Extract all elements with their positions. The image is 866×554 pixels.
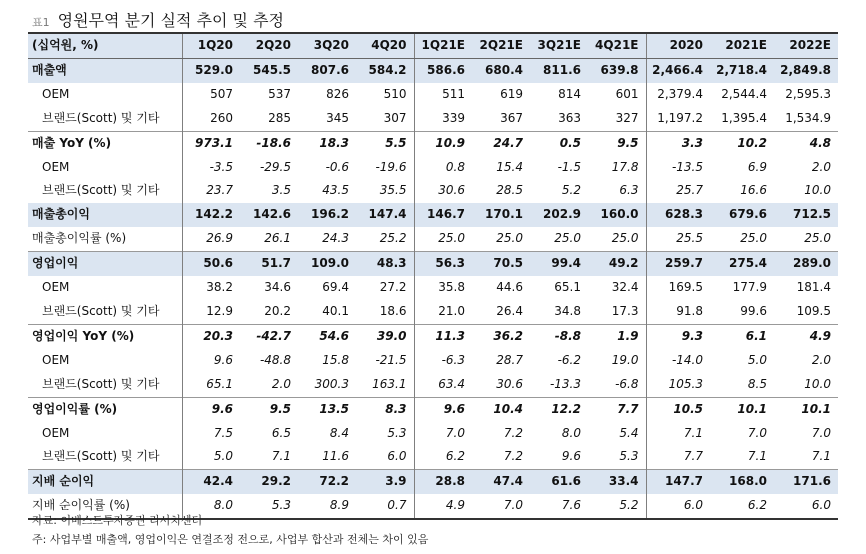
row-label: 매출총이익 <box>28 203 182 227</box>
table-cell: 973.1 <box>182 131 240 155</box>
table-cell: 26.1 <box>264 231 291 246</box>
table-cell: 367 <box>500 110 523 125</box>
table-cell: 25.0 <box>804 231 831 246</box>
table-cell: 26.4 <box>496 303 523 318</box>
table-cell: 40.1 <box>322 303 349 318</box>
table-cell: 2,379.4 <box>646 83 710 107</box>
table-cell: 20.2 <box>264 303 291 318</box>
table-cell: 10.4 <box>472 397 530 421</box>
table-cell: 35.8 <box>414 276 472 300</box>
table-cell: 9.3 <box>646 324 710 348</box>
table-cell: -6.8 <box>615 376 639 391</box>
table-cell: 679.6 <box>710 203 774 227</box>
table-cell: 61.6 <box>530 470 588 494</box>
row-label: 매출총이익률 (%) <box>32 231 127 246</box>
table-cell: 160.0 <box>588 203 646 227</box>
table-cell: -42.7 <box>240 324 298 348</box>
table-cell: -13.3 <box>549 376 581 391</box>
table-body <box>28 33 838 519</box>
table-cell: 259.7 <box>646 252 710 276</box>
table-row <box>28 422 838 446</box>
table-cell: 34.8 <box>554 303 581 318</box>
table-cell: 12.2 <box>530 397 588 421</box>
table-cell: 28.5 <box>496 183 523 198</box>
table-number: 표1 <box>32 16 50 29</box>
table-cell: 34.6 <box>264 280 291 295</box>
table-cell: 1.9 <box>588 324 646 348</box>
table-cell: 363 <box>558 110 581 125</box>
table-cell: 507 <box>182 83 240 107</box>
table-title-text: 영원무역 분기 실적 추이 및 추정 <box>57 11 284 30</box>
table-cell: 6.3 <box>619 183 639 198</box>
table-cell: 10.1 <box>710 397 774 421</box>
financial-table <box>28 32 838 520</box>
row-label: 지배 순이익률 (%) <box>28 494 182 519</box>
table-row <box>28 373 838 397</box>
table-cell: 11.3 <box>414 324 472 348</box>
table-cell: 7.0 <box>414 422 472 446</box>
table-cell: 146.7 <box>414 203 472 227</box>
table-cell: 3.5 <box>271 183 291 198</box>
table-cell: 5.3 <box>619 449 639 464</box>
table-row <box>28 276 838 300</box>
table-cell: 109.5 <box>796 303 831 318</box>
table-cell: 29.2 <box>240 470 298 494</box>
table-cell: 529.0 <box>182 58 240 82</box>
table-cell: 70.5 <box>472 252 530 276</box>
table-cell: 3.3 <box>646 131 710 155</box>
table-cell: 10.9 <box>414 131 472 155</box>
table-cell: 10.2 <box>710 131 774 155</box>
table-cell: 20.3 <box>182 324 240 348</box>
row-label: OEM <box>42 352 70 367</box>
table-row <box>28 324 838 348</box>
table-cell: 27.2 <box>379 280 407 295</box>
table-cell: 307 <box>383 110 407 125</box>
table-cell: 65.1 <box>182 373 240 397</box>
table-cell: 300.3 <box>314 376 349 391</box>
table-cell: 23.7 <box>182 179 240 203</box>
table-cell: 181.4 <box>796 280 831 295</box>
table-cell: 619 <box>500 86 523 101</box>
table-cell: 6.2 <box>414 445 472 469</box>
table-cell: 1,534.9 <box>785 110 831 125</box>
row-label: 지배 순이익 <box>28 470 182 494</box>
table-cell: -19.6 <box>375 159 407 174</box>
table-cell: 99.6 <box>740 303 767 318</box>
table-cell: 584.2 <box>356 58 414 82</box>
table-cell: 0.8 <box>414 156 472 180</box>
table-cell: 8.9 <box>298 494 356 519</box>
table-cell: 142.2 <box>182 203 240 227</box>
table-title <box>32 8 284 32</box>
row-label: 브랜드(Scott) 및 기타 <box>42 376 160 391</box>
table-cell: 10.5 <box>646 397 710 421</box>
table-cell: 10.0 <box>804 376 831 391</box>
column-header: 2Q20 <box>240 33 298 58</box>
table-cell: 811.6 <box>530 58 588 82</box>
unit-label: (십억원, %) <box>28 33 182 58</box>
column-header: 1Q20 <box>182 33 240 58</box>
table-cell: 8.0 <box>182 494 240 519</box>
table-cell: 9.6 <box>182 397 240 421</box>
table-row <box>28 179 838 203</box>
table-cell: 680.4 <box>472 58 530 82</box>
column-header: 4Q20 <box>356 33 414 58</box>
table-cell: 7.1 <box>747 449 767 464</box>
table-cell: 28.8 <box>414 470 472 494</box>
table-cell: 7.6 <box>530 494 588 519</box>
table-cell: 2.0 <box>811 352 831 367</box>
table-cell: 99.4 <box>530 252 588 276</box>
table-cell: -21.5 <box>375 352 407 367</box>
table-row <box>28 131 838 155</box>
table-cell: -3.5 <box>182 156 240 180</box>
row-label: 브랜드(Scott) 및 기타 <box>42 303 160 318</box>
table-cell: 4.8 <box>774 131 838 155</box>
table-cell: 50.6 <box>182 252 240 276</box>
column-header: 2022E <box>774 33 838 58</box>
table-cell: 11.6 <box>322 449 349 464</box>
column-header: 2020 <box>646 33 710 58</box>
table-cell: 9.5 <box>588 131 646 155</box>
table-cell: 586.6 <box>414 58 472 82</box>
table-cell: 511 <box>414 83 472 107</box>
table-row <box>28 107 838 131</box>
table-cell: 7.7 <box>646 445 710 469</box>
table-cell: 12.9 <box>182 300 240 324</box>
table-cell: 5.0 <box>747 352 767 367</box>
table-cell: 7.2 <box>503 449 523 464</box>
row-label: 브랜드(Scott) 및 기타 <box>42 183 160 198</box>
table-cell: 48.3 <box>356 252 414 276</box>
table-cell: 196.2 <box>298 203 356 227</box>
table-cell: 38.2 <box>182 276 240 300</box>
table-cell: 807.6 <box>298 58 356 82</box>
table-cell: 18.3 <box>298 131 356 155</box>
table-cell: 712.5 <box>774 203 838 227</box>
table-cell: 15.4 <box>496 159 523 174</box>
table-cell: -8.8 <box>530 324 588 348</box>
table-cell: 5.4 <box>619 425 639 440</box>
table-cell: 142.6 <box>240 203 298 227</box>
table-cell: 639.8 <box>588 58 646 82</box>
table-cell: 5.3 <box>240 494 298 519</box>
table-cell: 545.5 <box>240 58 298 82</box>
table-row <box>28 252 838 276</box>
column-header: 2Q21E <box>472 33 530 58</box>
table-cell: 6.2 <box>710 494 774 519</box>
table-cell: 5.5 <box>356 131 414 155</box>
table-cell: 510 <box>383 86 407 101</box>
note-footnote: 주: 사업부별 매출액, 영업이익은 연결조정 전으로, 사업부 합산과 전체는 차이 있음 <box>32 533 429 546</box>
table-cell: 2,849.8 <box>774 58 838 82</box>
table-cell: 3.9 <box>356 470 414 494</box>
table-cell: 25.5 <box>646 227 710 251</box>
table-cell: 202.9 <box>530 203 588 227</box>
table-cell: 6.0 <box>646 494 710 519</box>
table-cell: 91.8 <box>646 300 710 324</box>
table-cell: 25.7 <box>646 179 710 203</box>
table-row <box>28 58 838 82</box>
column-header: 2021E <box>710 33 774 58</box>
table-cell: 8.0 <box>561 425 581 440</box>
column-header: 3Q21E <box>530 33 588 58</box>
row-label: 영업이익률 (%) <box>28 397 182 421</box>
table-cell: 0.7 <box>356 494 414 519</box>
table-cell: 109.0 <box>298 252 356 276</box>
table-cell: 49.2 <box>588 252 646 276</box>
table-cell: 7.1 <box>811 449 831 464</box>
table-cell: 7.0 <box>811 425 831 440</box>
table-cell: 25.0 <box>414 227 472 251</box>
table-cell: 9.6 <box>182 349 240 373</box>
table-cell: 168.0 <box>710 470 774 494</box>
table-cell: 25.0 <box>496 231 523 246</box>
table-cell: 2,718.4 <box>710 58 774 82</box>
table-cell: 1,197.2 <box>646 107 710 131</box>
table-cell: 289.0 <box>774 252 838 276</box>
table-cell: 1,395.4 <box>721 110 767 125</box>
table-cell: 15.8 <box>322 352 349 367</box>
table-cell: 4.9 <box>414 494 472 519</box>
table-cell: -18.6 <box>240 131 298 155</box>
table-cell: 285 <box>268 110 291 125</box>
table-row <box>28 300 838 324</box>
table-cell: 72.2 <box>298 470 356 494</box>
table-cell: 36.2 <box>472 324 530 348</box>
table-cell: 345 <box>326 110 349 125</box>
table-cell: -14.0 <box>646 349 710 373</box>
table-cell: 26.9 <box>182 227 240 251</box>
table-cell: 65.1 <box>554 280 581 295</box>
table-cell: -29.5 <box>259 159 291 174</box>
table-cell: 30.6 <box>496 376 523 391</box>
table-cell: 8.5 <box>747 376 767 391</box>
table-cell: 19.0 <box>611 352 639 367</box>
row-label: 매출액 <box>28 58 182 82</box>
table-cell: 56.3 <box>414 252 472 276</box>
table-cell: 17.8 <box>611 159 639 174</box>
source-footnote: 자료: 이베스트투자증권 리서치센터 <box>32 514 203 527</box>
table-cell: 21.0 <box>414 300 472 324</box>
row-label: OEM <box>42 86 70 101</box>
table-cell: 4.9 <box>774 324 838 348</box>
table-cell: 6.0 <box>774 494 838 519</box>
table-cell: 10.1 <box>774 397 838 421</box>
table-cell: 275.4 <box>710 252 774 276</box>
header-row <box>28 33 838 58</box>
table-cell: 163.1 <box>372 376 407 391</box>
table-cell: 2,595.3 <box>785 86 831 101</box>
table-cell: 35.5 <box>379 183 407 198</box>
table-cell: 32.4 <box>611 280 639 295</box>
table-cell: 2,466.4 <box>646 58 710 82</box>
table-row <box>28 445 838 469</box>
table-cell: 51.7 <box>240 252 298 276</box>
table-cell: 6.5 <box>271 425 291 440</box>
table-cell: 10.0 <box>804 183 831 198</box>
table-cell: 7.1 <box>271 449 291 464</box>
table-cell: 171.6 <box>774 470 838 494</box>
table-cell: 9.6 <box>561 449 581 464</box>
table-cell: 169.5 <box>646 276 710 300</box>
row-label: 영업이익 <box>28 252 182 276</box>
row-label: 브랜드(Scott) 및 기타 <box>42 449 160 464</box>
table-cell: 6.0 <box>387 449 407 464</box>
table-cell: 54.6 <box>298 324 356 348</box>
table-row <box>28 83 838 107</box>
table-row <box>28 227 838 251</box>
row-label: 영업이익 YoY (%) <box>28 324 182 348</box>
table-cell: 8.4 <box>329 425 349 440</box>
column-header: 3Q20 <box>298 33 356 58</box>
table-cell: 43.5 <box>322 183 349 198</box>
table-cell: -48.8 <box>259 352 291 367</box>
table-cell: 47.4 <box>472 470 530 494</box>
table-cell: 6.9 <box>747 159 767 174</box>
table-cell: 826 <box>326 86 349 101</box>
table-cell: 177.9 <box>732 280 767 295</box>
table-cell: 327 <box>615 110 639 125</box>
table-cell: 2.0 <box>811 159 831 174</box>
table-cell: 8.3 <box>356 397 414 421</box>
table-cell: 24.3 <box>322 231 349 246</box>
row-label: OEM <box>42 159 70 174</box>
table-cell: 814 <box>558 86 581 101</box>
table-cell: 260 <box>182 107 240 131</box>
table-cell: -6.3 <box>414 349 472 373</box>
table-cell: 33.4 <box>588 470 646 494</box>
table-cell: 24.7 <box>472 131 530 155</box>
table-cell: 18.6 <box>379 303 407 318</box>
table-cell: 30.6 <box>414 179 472 203</box>
row-label: 브랜드(Scott) 및 기타 <box>42 110 160 125</box>
table-cell: 7.2 <box>503 425 523 440</box>
table-row <box>28 203 838 227</box>
table-cell: -13.5 <box>646 156 710 180</box>
table-cell: 6.1 <box>710 324 774 348</box>
table-cell: -6.2 <box>557 352 581 367</box>
table-cell: 25.0 <box>611 231 639 246</box>
column-header: 4Q21E <box>588 33 646 58</box>
table-row <box>28 470 838 494</box>
table-cell: 25.2 <box>379 231 407 246</box>
table-cell: 5.2 <box>561 183 581 198</box>
row-label: 매출 YoY (%) <box>28 131 182 155</box>
row-label: OEM <box>42 280 70 295</box>
table-cell: 44.6 <box>496 280 523 295</box>
table-cell: 39.0 <box>356 324 414 348</box>
row-label: OEM <box>42 425 70 440</box>
table-cell: 9.6 <box>414 397 472 421</box>
table-row <box>28 397 838 421</box>
table-cell: 147.7 <box>646 470 710 494</box>
table-cell: 7.7 <box>588 397 646 421</box>
table-cell: 69.4 <box>322 280 349 295</box>
table-cell: 5.2 <box>588 494 646 519</box>
table-cell: 16.6 <box>740 183 767 198</box>
table-cell: -0.6 <box>325 159 349 174</box>
table-cell: 628.3 <box>646 203 710 227</box>
table-cell: 63.4 <box>414 373 472 397</box>
table-cell: 0.5 <box>530 131 588 155</box>
table-cell: 5.3 <box>387 425 407 440</box>
table-cell: 7.0 <box>472 494 530 519</box>
table-cell: -1.5 <box>557 159 581 174</box>
table-cell: 170.1 <box>472 203 530 227</box>
table-cell: 17.3 <box>611 303 639 318</box>
table-cell: 105.3 <box>646 373 710 397</box>
table-cell: 147.4 <box>356 203 414 227</box>
table-cell: 5.0 <box>182 445 240 469</box>
table-cell: 25.0 <box>740 231 767 246</box>
table-cell: 7.5 <box>182 422 240 446</box>
table-cell: 28.7 <box>496 352 523 367</box>
table-cell: 339 <box>414 107 472 131</box>
table-cell: 25.0 <box>554 231 581 246</box>
table-cell: 2,544.4 <box>721 86 767 101</box>
table-cell: 9.5 <box>240 397 298 421</box>
table-cell: 42.4 <box>182 470 240 494</box>
table-cell: 13.5 <box>298 397 356 421</box>
column-header: 1Q21E <box>414 33 472 58</box>
table-cell: 7.1 <box>646 422 710 446</box>
table-row <box>28 156 838 180</box>
table-cell: 7.0 <box>747 425 767 440</box>
table-cell: 2.0 <box>271 376 291 391</box>
table-cell: 537 <box>268 86 291 101</box>
table-cell: 601 <box>615 86 639 101</box>
table-row <box>28 349 838 373</box>
